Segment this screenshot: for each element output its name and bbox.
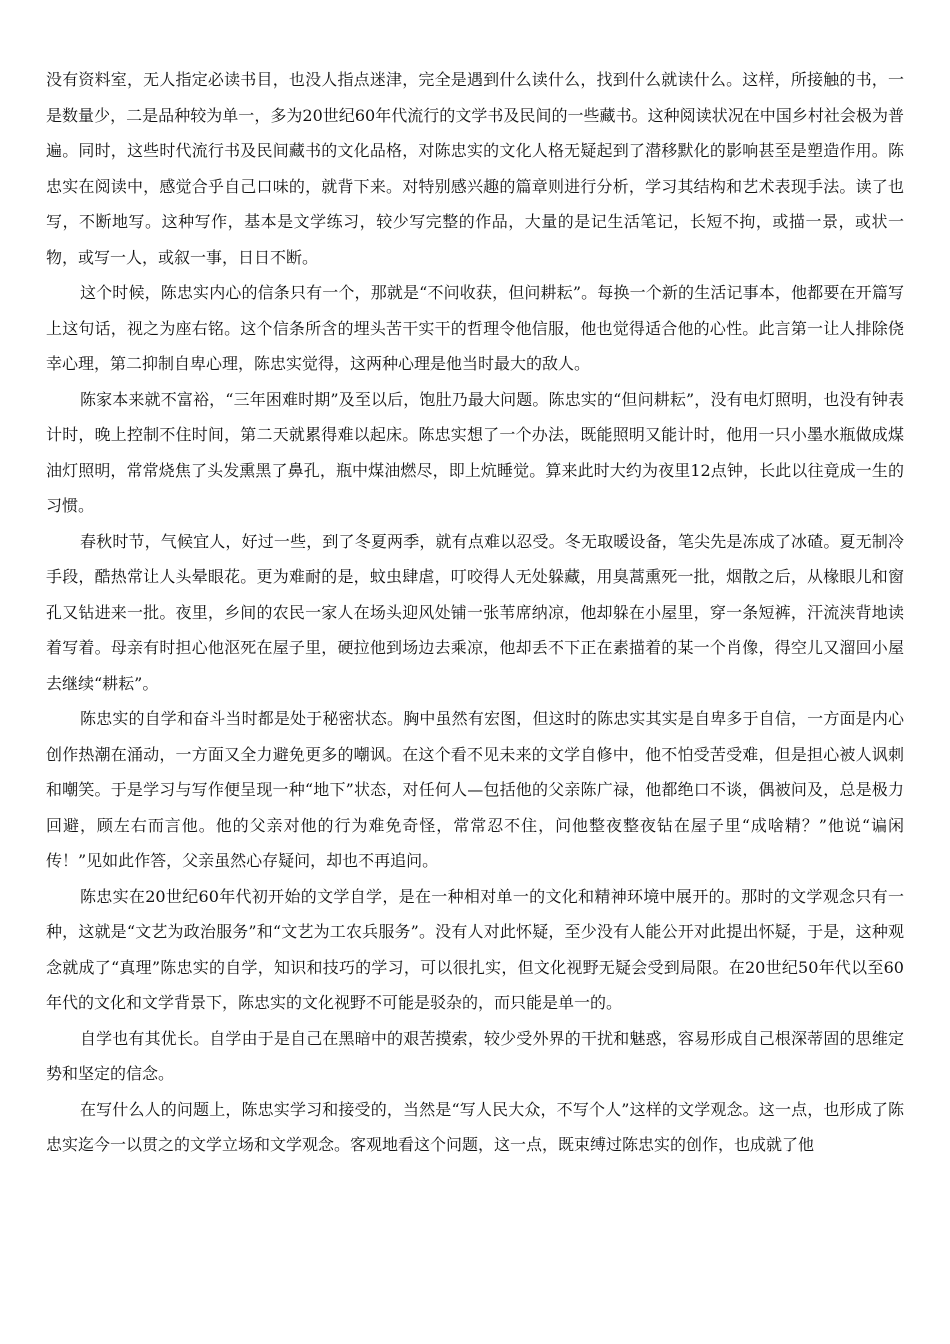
paragraph: 没有资料室，无人指定必读书目，也没人指点迷津，完全是遇到什么读什么，找到什么就读什么。这样，所接触的书，一是数量少，二是品种较为单一，多为20世纪60年代流行的文学书及民间的一些藏书。这种阅读状况在中国乡村社会极为普遍。同时，这些时代流行书及民间藏书的文化品格，对陈忠实的文化人格无疑起到了潜移默化的影响甚至是塑造作用。陈忠实在阅读中，感觉合乎自己口味的，就背下来。对特别感兴趣的篇章则进行分析，学习其结构和艺术表现手法。读了也写，不断地写。这种写作，基本是文学练习，较少写完整的作品，大量的是记生活笔记，长短不拘，或描一景，或状一物，或写一人，或叙一事，日日不断。 [46,70,904,267]
paragraph: 这个时候，陈忠实内心的信条只有一个，那就是“不问收获，但问耕耘”。每换一个新的生活记事本，他都要在开篇写上这句话，视之为座右铭。这个信条所含的埋头苦干实干的哲理令他信服，他也觉得适合他的心性。此言第一让人排除侥幸心理，第二抑制自卑心理，陈忠实觉得，这两种心理是他当时最大的敌人。 [46,283,904,373]
paragraph: 春秋时节，气候宜人，好过一些，到了冬夏两季，就有点难以忍受。冬无取暖设备，笔尖先是冻成了冰碴。夏无制冷手段，酷热常让人头晕眼花。更为难耐的是，蚊虫肆虐，叮咬得人无处躲藏，用臭蒿熏死一批，烟散之后，从椽眼儿和窗孔又钻进来一批。夜里，乡间的农民一家人在场头迎风处铺一张苇席纳凉，他却躲在小屋里，穿一条短裤，汗流浃背地读着写着。母亲有时担心他沤死在屋子里，硬拉他到场边去乘凉，他却丢不下正在素描着的某一个肖像，得空儿又溜回小屋去继续“耕耘”。 [46,531,904,693]
paragraph: 在写什么人的问题上，陈忠实学习和接受的，当然是“写人民大众，不写个人”这样的文学观念。这一点，也形成了陈忠实迄今一以贯之的文学立场和文学观念。客观地看这个问题，这一点，既束缚过陈忠实的创作，也成就了他 [46,1099,904,1154]
paragraph: 陈忠实在20世纪60年代初开始的文学自学，是在一种相对单一的文化和精神环境中展开的。那时的文学观念只有一种，这就是“文艺为政治服务”和“文艺为工农兵服务”。没有人对此怀疑，至少没有人能公开对此提出怀疑，于是，这种观念就成了“真理”陈忠实的自学，知识和技巧的学习，可以很扎实，但文化视野无疑会受到局限。在20世纪50年代以至60年代的文化和文学背景下，陈忠实的文化视野不可能是驳杂的，而只能是单一的。 [46,886,904,1012]
paragraph: 陈忠实的自学和奋斗当时都是处于秘密状态。胸中虽然有宏图，但这时的陈忠实其实是自卑多于自信，一方面是内心创作热潮在涌动，一方面又全力避免更多的嘲讽。在这个看不见未来的文学自修中，他不怕受苦受难，但是担心被人讽刺和嘲笑。于是学习与写作便呈现一种“地下”状态，对任何人—包括他的父亲陈广禄，他都绝口不谈，偶被问及，总是极力回避，顾左右而言他。他的父亲对他的行为难免奇怪，常常忍不住，问他整夜整夜钻在屋子里“成啥精？”他说“谝闲传！”见如此作答，父亲虽然心存疑问，却也不再追问。 [46,709,904,870]
document-body [46,62,904,1163]
paragraph: 陈家本来就不富裕，“三年困难时期”及至以后，饱肚乃最大问题。陈忠实的“但问耕耘”，没有电灯照明，也没有钟表计时，晚上控制不住时间，第二天就累得难以起床。陈忠实想了一个办法，既能照明又能计时，他用一只小墨水瓶做成煤油灯照明，常常烧焦了头发熏黑了鼻孔，瓶中煤油燃尽，即上炕睡觉。算来此时大约为夜里12点钟，长此以往竟成一生的习惯。 [46,389,904,515]
paragraph: 自学也有其优长。自学由于是自己在黑暗中的艰苦摸索，较少受外界的干扰和魅惑，容易形成自己根深蒂固的思维定势和坚定的信念。 [46,1028,904,1083]
